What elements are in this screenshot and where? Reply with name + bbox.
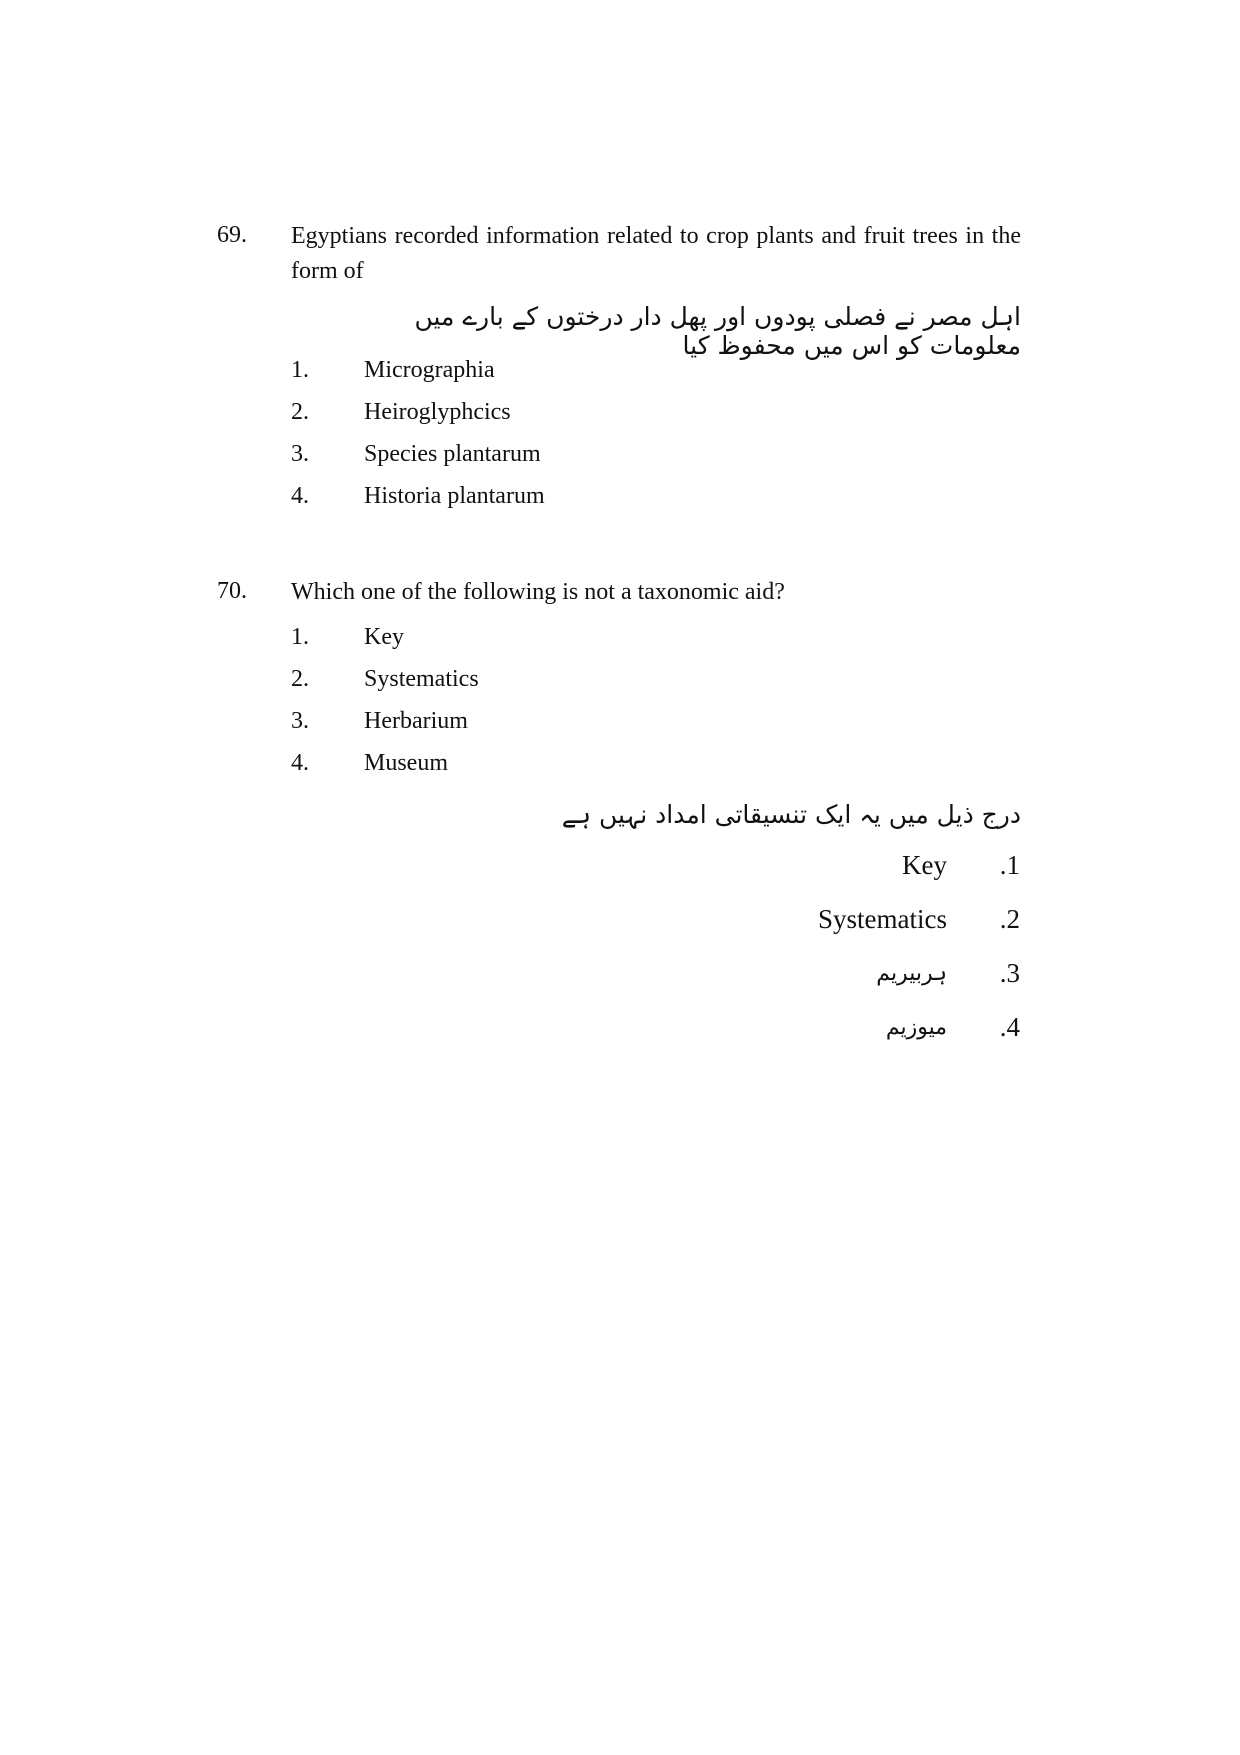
option-text: Systematics — [364, 666, 479, 692]
option-number: .2 — [999, 904, 1020, 934]
option-number: 3. — [291, 441, 309, 467]
option-text: Species plantarum — [364, 441, 541, 467]
option-text: Heiroglyphcics — [364, 399, 511, 425]
option-number: .4 — [999, 1012, 1020, 1042]
option-number: 2. — [291, 666, 309, 692]
urdu-option — [720, 958, 1020, 992]
urdu-option — [720, 850, 1020, 884]
option-number: 3. — [291, 708, 309, 734]
question-number: 70. — [217, 578, 247, 604]
question-urdu-text: اہل مصر نے فصلی پودوں اور پھل دار درختوں کے بارے میں معلومات کو اس میں محفوظ کیا — [414, 302, 1021, 360]
option-number: .1 — [999, 850, 1020, 880]
question-text: Egyptians recorded information related to crop plants and fruit trees in the form of — [291, 223, 1021, 284]
option-text: میوزیم — [885, 1015, 947, 1040]
option-text: Key — [364, 624, 404, 650]
option-text: Herbarium — [364, 708, 468, 734]
question-number: 69. — [217, 222, 247, 248]
option-text: Micrographia — [364, 357, 495, 383]
question-text: Which one of the following is not a taxonomic aid? — [291, 579, 785, 605]
option-text: Museum — [364, 750, 448, 776]
option-number: 2. — [291, 399, 309, 425]
option-text: Systematics — [818, 904, 947, 934]
option-number: 1. — [291, 357, 309, 383]
option-text: Key — [902, 850, 947, 880]
option-text: Historia plantarum — [364, 483, 545, 509]
option-number: 4. — [291, 483, 309, 509]
question-urdu-text: درج ذیل میں یہ ایک تنسیقاتی امداد نہیں ہے — [561, 800, 1021, 829]
urdu-option — [720, 904, 1020, 938]
option-text: ہربیریم — [876, 961, 947, 986]
urdu-option — [720, 1012, 1020, 1046]
option-number: 4. — [291, 750, 309, 776]
option-number: .3 — [999, 958, 1020, 988]
option-number: 1. — [291, 624, 309, 650]
